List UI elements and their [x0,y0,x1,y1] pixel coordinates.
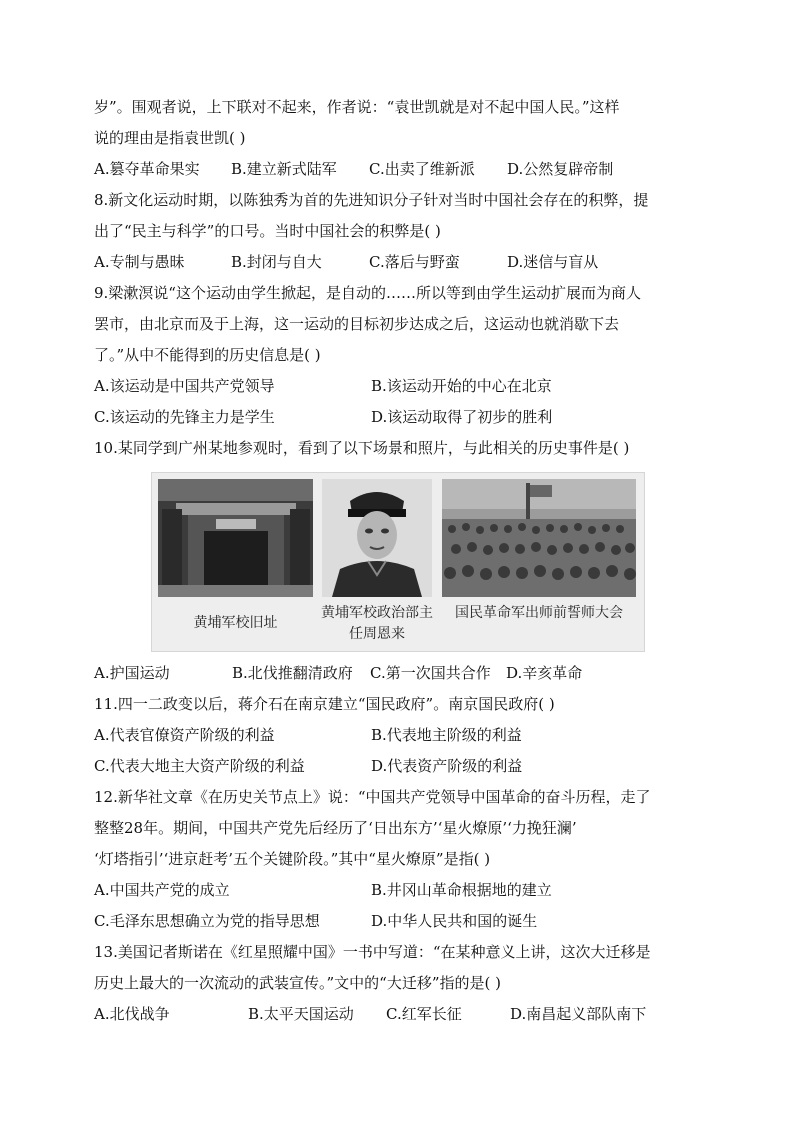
q12-line1: 12.新华社文章《在历史关节点上》说：“中国共产党领导中国革命的奋斗历程，走了 [94,788,651,806]
q10-line1: 10.某同学到广州某地参观时，看到了以下场景和照片，与此相关的历史事件是( ) [94,439,630,457]
q7-option-c: C.出卖了维新派 [369,160,475,178]
q7-option-a: A.篡夺革命果实 [94,160,200,178]
q13-option-a: A.北伐战争 [94,1005,170,1023]
q13-option-b: B.太平天国运动 [248,1005,354,1023]
q11-option-c: C.代表大地主大资产阶级的利益 [94,757,305,775]
q7-option-d: D.公然复辟帝制 [507,160,614,178]
q8-option-a: A.专制与愚昧 [94,253,185,271]
q13-option-c: C.红军长征 [386,1005,462,1023]
q8-option-b: B.封闭与自大 [231,253,322,271]
q10-option-a: A.护国运动 [94,664,170,682]
oath-rally-photo [442,479,636,597]
q8-option-c: C.落后与野蛮 [369,253,460,271]
q11-option-a: A.代表官僚资产阶级的利益 [94,726,275,744]
q8-option-d: D.迷信与盲从 [507,253,599,271]
q13-line2: 历史上最大的一次流动的武装宣传。”文中的“大迁移”指的是( ) [94,974,501,992]
q9-option-b: B.该运动开始的中心在北京 [371,377,552,395]
q8-options [94,247,714,278]
q13-line1: 13.美国记者斯诺在《红星照耀中国》一书中写道：“在某种意义上讲，这次大迁移是 [94,943,651,961]
q9-option-a: A.该运动是中国共产党领导 [94,377,275,395]
q9-line3: 了。”从中不能得到的历史信息是( ) [94,346,321,364]
q12-line3: ‘灯塔指引’‘进京赶考’五个关键阶段。”其中“星火燎原”是指( ) [94,850,491,868]
q12-option-b: B.井冈山革命根据地的建立 [371,881,552,899]
q13-options [94,999,714,1030]
huangpu-academy-gate-photo [158,479,313,597]
q7-line1: 岁”。围观者说，上下联对不起来，作者说：“袁世凯就是对不起中国人民。”这样 [94,98,620,116]
caption-huangpu-academy: 黄埔军校旧址 [193,615,278,631]
q10-option-c: C.第一次国共合作 [370,664,491,682]
q9-options-row2 [94,402,714,433]
zhou-enlai-portrait-photo [322,479,432,597]
q9-option-d: D.该运动取得了初步的胜利 [371,408,553,426]
q11-options-row2 [94,751,714,782]
exam-page [94,92,714,1030]
q12-option-d: D.中华人民共和国的诞生 [371,912,538,930]
q7-line2: 说的理由是指袁世凯( ) [94,129,246,147]
q11-option-b: B.代表地主阶级的利益 [371,726,522,744]
q10-option-d: D.辛亥革命 [506,664,583,682]
q11-line1: 11.四一二政变以后，蒋介石在南京建立“国民政府”。南京国民政府( ) [94,695,555,713]
q9-option-c: C.该运动的先锋主力是学生 [94,408,275,426]
q10-options [94,658,714,689]
q10-photo-figure [151,472,645,652]
q8-line2: 出了“民主与科学”的口号。当时中国社会的积弊是( ) [94,222,441,240]
q7-option-b: B.建立新式陆军 [231,160,337,178]
q8-line1: 8.新文化运动时期，以陈独秀为首的先进知识分子针对当时中国社会存在的积弊，提 [94,191,649,209]
q7-options [94,154,714,185]
caption-zhou-enlai: 黄埔军校政治部主任周恩来 [321,605,433,642]
q9-options-row1 [94,371,714,402]
q9-line2: 罢市，由北京而及于上海，这一运动的目标初步达成之后，这运动也就消歇下去 [94,315,620,333]
q12-options-row2 [94,906,714,937]
q9-line1: 9.梁漱溟说“这个运动由学生掀起，是自动的……所以等到由学生运动扩展而为商人 [94,284,641,302]
q12-options-row1 [94,875,714,906]
caption-oath-rally: 国民革命军出师前誓师大会 [455,605,623,621]
q13-option-d: D.南昌起义部队南下 [510,1005,647,1023]
q11-option-d: D.代表资产阶级的利益 [371,757,523,775]
q12-option-a: A.中国共产党的成立 [94,881,230,899]
q10-option-b: B.北伐推翻清政府 [232,664,353,682]
q12-option-c: C.毛泽东思想确立为党的指导思想 [94,912,320,930]
q11-options-row1 [94,720,714,751]
q12-line2: 整整28年。期间，中国共产党先后经历了‘日出东方’‘星火燎原’‘力挽狂澜’ [94,819,577,837]
